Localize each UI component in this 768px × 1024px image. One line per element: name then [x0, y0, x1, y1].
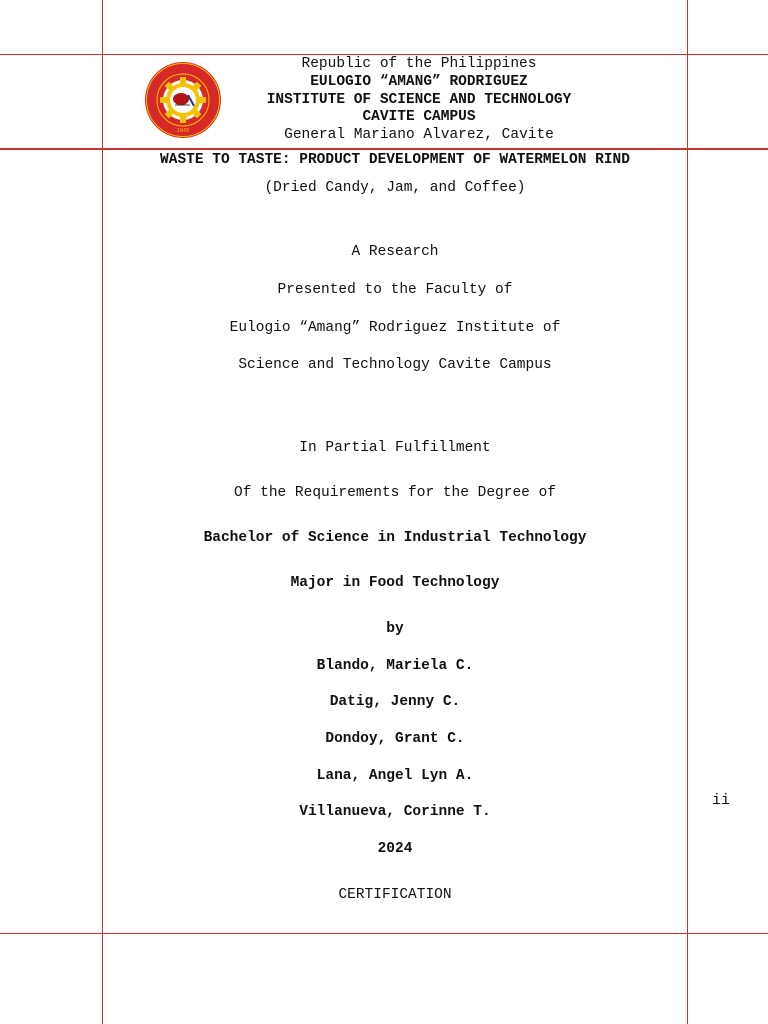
author-name: Dondoy, Grant C.	[325, 731, 465, 747]
author-name: Datig, Jenny C.	[329, 694, 461, 710]
research-title: WASTE TO TASTE: PRODUCT DEVELOPMENT OF WATERMELON RIND	[160, 152, 630, 168]
presentation-line-3: Eulogio “Amang” Rodriguez Institute of	[229, 320, 561, 336]
margin-guide-bottom	[0, 933, 768, 934]
margin-guide-right	[687, 0, 688, 1024]
campus-name: CAVITE CAMPUS	[362, 109, 476, 125]
presentation-line-1: A Research	[351, 244, 439, 260]
seal-year-label: 1945	[176, 128, 190, 134]
certification-heading: CERTIFICATION	[338, 887, 452, 903]
campus-location: General Mariano Alvarez, Cavite	[284, 127, 554, 143]
author-name: Blando, Mariela C.	[316, 658, 474, 674]
author-name: Lana, Angel Lyn A.	[316, 768, 474, 784]
fulfillment-line-2: Of the Requirements for the Degree of	[234, 485, 556, 501]
presentation-line-4: Science and Technology Cavite Campus	[238, 357, 552, 373]
by-label: by	[386, 621, 404, 637]
research-subtitle: (Dried Candy, Jam, and Coffee)	[264, 180, 526, 196]
author-name: Villanueva, Corinne T.	[299, 804, 491, 820]
degree-major: Major in Food Technology	[290, 575, 500, 591]
presentation-line-2: Presented to the Faculty of	[277, 282, 513, 298]
header-divider	[0, 148, 768, 150]
republic-label: Republic of the Philippines	[301, 56, 537, 72]
fulfillment-line-1: In Partial Fulfillment	[299, 440, 491, 456]
submission-year: 2024	[377, 841, 413, 857]
institution-name-line2: INSTITUTE OF SCIENCE AND TECHNOLOGY	[266, 92, 572, 108]
page-number: ii	[712, 792, 731, 809]
institution-name-line1: EULOGIO “AMANG” RODRIGUEZ	[310, 74, 528, 90]
degree-name: Bachelor of Science in Industrial Technology	[203, 530, 587, 546]
